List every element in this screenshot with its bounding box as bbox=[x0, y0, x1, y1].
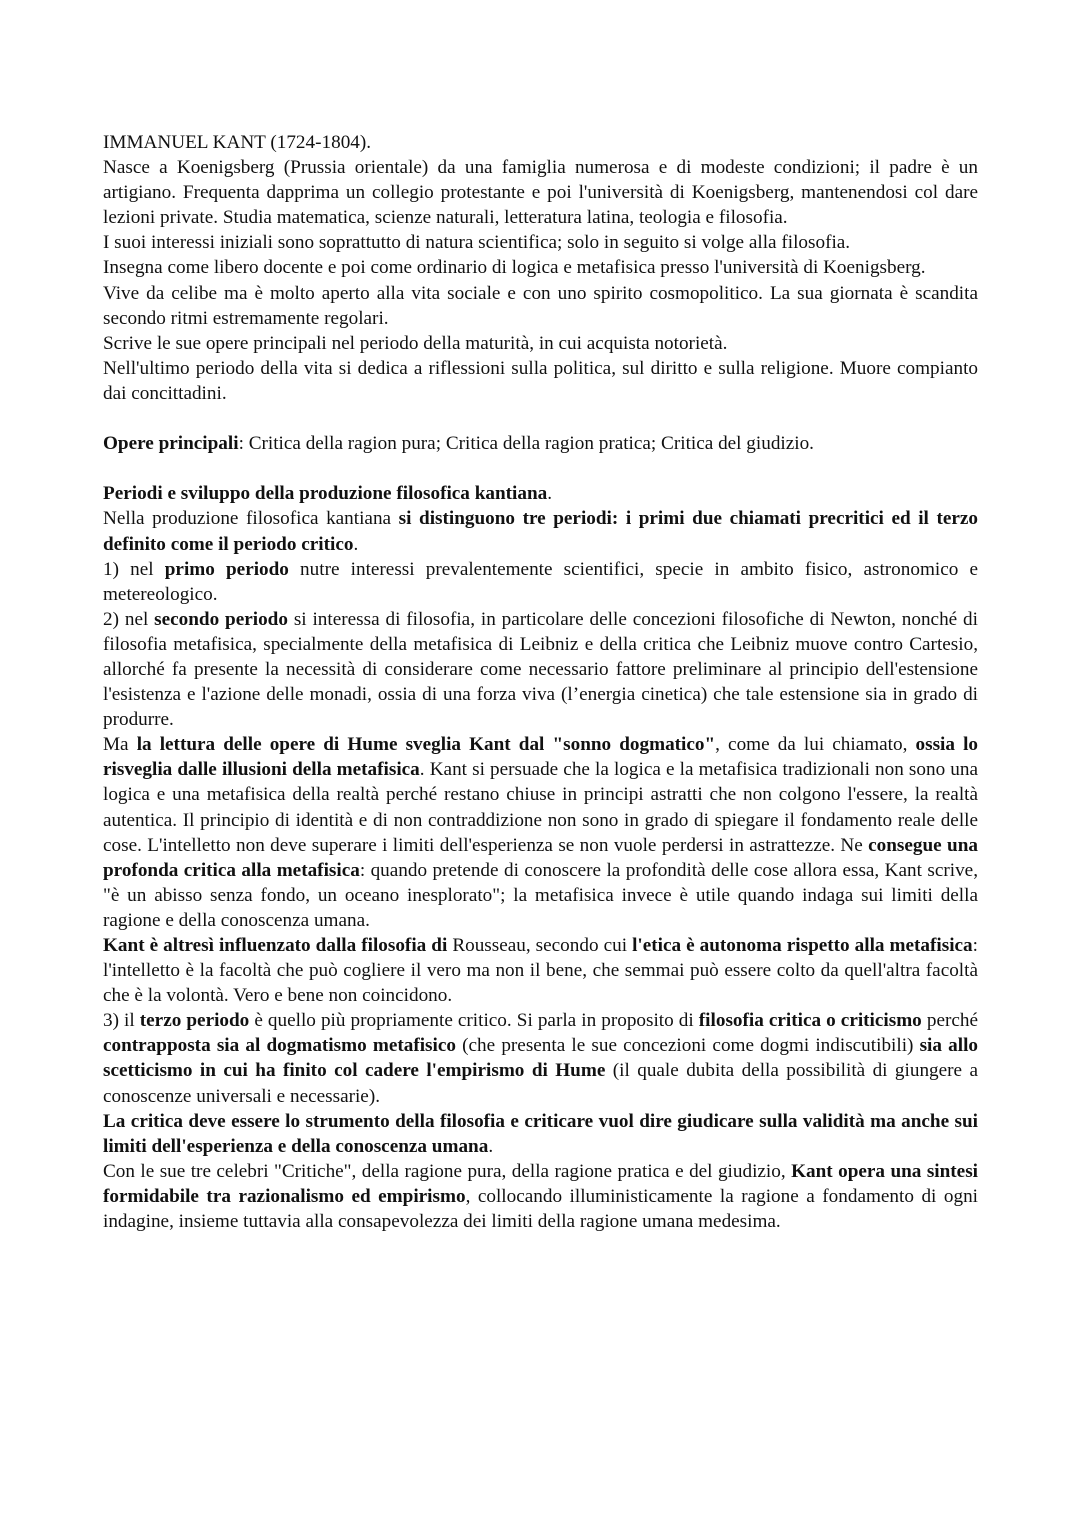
opere-paragraph bbox=[103, 431, 978, 456]
critica-paragraph bbox=[103, 1109, 978, 1159]
bold-run: terzo periodo bbox=[139, 1010, 250, 1032]
hume-paragraph bbox=[103, 732, 978, 933]
bold-run: si distinguono tre periodi: i primi due chiamati precritici ed il terzo definito come il periodo critico bbox=[103, 508, 978, 555]
text-run: , collocando illuministicamente la ragione a fondamento di ogni indagine, insieme tuttavia alla consapevolezza dei limiti della ragione umana medesima. bbox=[103, 1185, 978, 1233]
section-heading-text: Periodi e sviluppo della produzione filosofica kantiana bbox=[103, 483, 548, 505]
text-run: perché bbox=[921, 1010, 978, 1032]
conclusion-paragraph bbox=[103, 1159, 978, 1234]
text-run: (il quale dubita della possibilità di giungere a conoscenze universali e necessarie). bbox=[103, 1060, 978, 1107]
text-run: è quello più propriamente critico. Si parla in proposito di bbox=[249, 1010, 699, 1032]
bold-run: Kant è altresì influenzato dalla filosofia di bbox=[103, 935, 453, 956]
bold-run: ossia lo risveglia dalle illusioni della metafisica bbox=[103, 734, 978, 781]
bio-paragraph: Scrive le sue opere principali nel periodo della maturità, in cui acquista notorietà. bbox=[103, 332, 728, 354]
bold-run: sia allo scetticismo in cui ha finito col cadere l'empirismo di Hume bbox=[103, 1035, 979, 1082]
text-run: , secondo cui bbox=[525, 935, 633, 956]
third-period-paragraph bbox=[103, 1008, 978, 1108]
bold-run: La critica deve essere lo strumento della filosofia e criticare vuol dire giudicare sulla validità ma anche sui limiti dell'esperienza e della conoscenza umana bbox=[103, 1110, 978, 1157]
bold-run: secondo periodo bbox=[154, 608, 288, 630]
intro-paragraph bbox=[103, 506, 978, 556]
text-run: . Kant si persuade che la logica e la metafisica tradizionali non sono una logica e una metafisica della realtà perché restano chiuse in principi astratti che non colgono l'essere, la realtà autentica. Il principio di identità e di non contraddizione non sono in grado di spiegare il fondamento reale delle cose. L'intelletto non deve superare i limiti dell'esperienza se non vuole perdersi in astrattezze. Ne bbox=[103, 759, 978, 856]
section-heading-period: . bbox=[547, 483, 553, 505]
bio-paragraph: Insegna come libero docente e poi come ordinario di logica e metafisica presso l'università di Koenigsberg. bbox=[103, 257, 926, 279]
opere-list: : Critica della ragion pura; Critica della ragion pratica; Critica del giudizio. bbox=[238, 433, 814, 455]
opere-label: Opere principali bbox=[103, 433, 239, 455]
document-page bbox=[103, 130, 978, 1234]
first-period-paragraph bbox=[103, 557, 978, 607]
bold-run: Kant opera una sintesi formidabile tra razionalismo ed empirismo bbox=[103, 1160, 978, 1207]
bold-run: la lettura delle opere di Hume sveglia Kant dal "sonno dogmatico" bbox=[136, 734, 716, 756]
text-run: nutre interessi prevalentemente scientifici, specie in ambito fisico, astronomico e metereologico. bbox=[103, 558, 979, 605]
spacer bbox=[103, 406, 978, 431]
text-run: 1) nel bbox=[103, 558, 165, 580]
bold-run: consegue una profonda critica alla metafisica bbox=[103, 834, 978, 881]
bio-paragraph: Nasce a Koenigsberg (Prussia orientale) da una famiglia numerosa e di modeste condizioni; il padre è un artigiano. Frequenta dapprima un collegio protestante e poi l'università di Koenigsberg, mantenendosi col dare lezioni private. Studia matematica, scienze naturali, letteratura latina, teologia e filosofia. bbox=[103, 157, 978, 229]
text-run: , come da lui chiamato, bbox=[715, 734, 916, 756]
bio-paragraph: Vive da celibe ma è molto aperto alla vita sociale e con uno spirito cosmopolitico. La sua giornata è scandita secondo ritmi estremamente regolari. bbox=[103, 282, 978, 329]
bold-run: primo periodo bbox=[164, 558, 289, 580]
rousseau-paragraph bbox=[103, 933, 978, 1008]
section-heading bbox=[103, 481, 978, 506]
text-run: : quando pretende di conoscere la profondità delle cose allora essa, Kant scrive, "è un abisso senza fondo, un oceano inesplorato"; la metafisica invece è utile quando indaga sui limiti della ragione e della conoscenza umana. bbox=[103, 859, 978, 931]
document-title: IMMANUEL KANT (1724-1804). bbox=[103, 132, 372, 153]
text-run: Con le sue tre celebri "Critiche", della ragione pura, della ragione pratica e del giudizio, bbox=[103, 1160, 792, 1182]
bold-run: filosofia critica o criticismo bbox=[698, 1010, 922, 1032]
text-run: Ma bbox=[103, 734, 137, 756]
text-run: (che presenta le sue concezioni come dogmi indiscutibili) bbox=[455, 1035, 920, 1057]
text-run: . bbox=[488, 1135, 494, 1157]
bold-run: l'etica è autonoma rispetto alla metafisica bbox=[632, 935, 973, 956]
text-run: Rousseau bbox=[452, 935, 526, 956]
bold-run: contrapposta sia al dogmatismo metafisico bbox=[103, 1035, 456, 1057]
text-run: : l'intelletto è la facoltà che può cogliere il vero ma non il bene, che semmai può essere colto da quell'altra facoltà che è la volontà. Vero e bene non coincidono. bbox=[103, 935, 978, 1007]
text-run: si interessa di filosofia, in particolare delle concezioni filosofiche di Newton, nonché di filosofia metafisica, specialmente della metafisica di Leibniz e della critica che Leibniz muove contro Cartesio, allorché fa presente la necessità di considerare come necessario fattore preliminare al principio dell'estensione l'esistenza e l'azione delle monadi, ossia di una forza viva (l’energia cinetica) che tale estensione sia in grado di produrre. bbox=[103, 608, 978, 731]
text-run: 2) nel bbox=[103, 608, 155, 630]
bio-paragraph: I suoi interessi iniziali sono soprattutto di natura scientifica; solo in seguito si volge alla filosofia. bbox=[103, 232, 851, 254]
second-period-paragraph bbox=[103, 607, 978, 732]
bio-paragraph: Nell'ultimo periodo della vita si dedica a riflessioni sulla politica, sul diritto e sulla religione. Muore compianto dai concittadini. bbox=[103, 357, 978, 404]
spacer bbox=[103, 456, 978, 481]
text-run: 3) il bbox=[103, 1010, 140, 1032]
text-run: . bbox=[353, 533, 359, 555]
text-run: Nella produzione filosofica kantiana bbox=[103, 508, 399, 530]
